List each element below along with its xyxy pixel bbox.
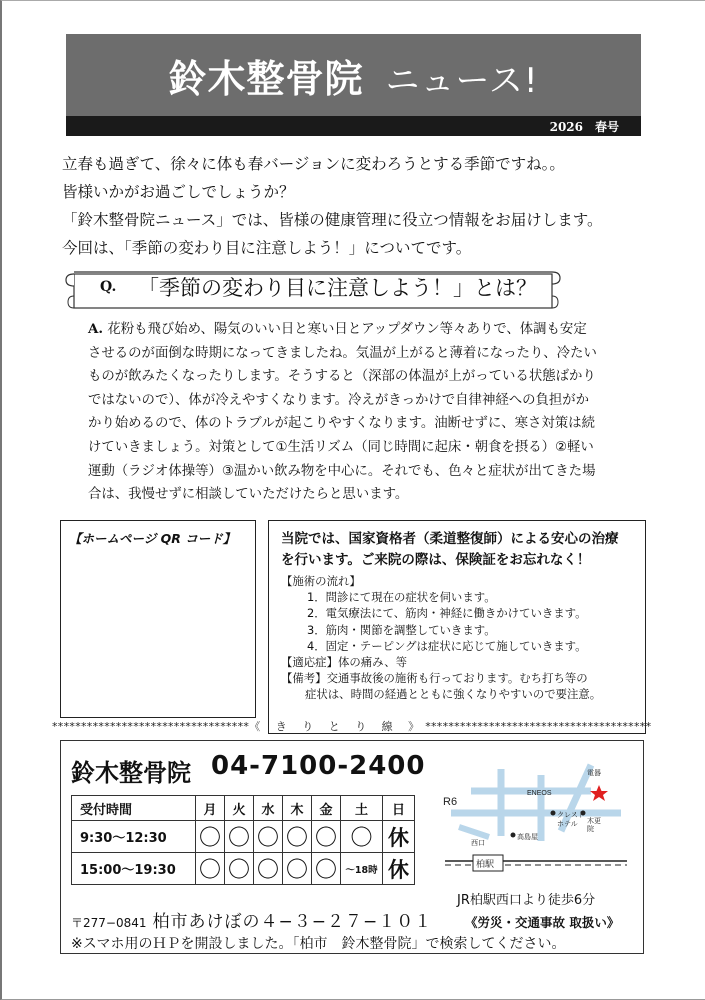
day-tue: 火 <box>225 796 254 821</box>
open-mark: 〇 <box>312 853 341 885</box>
newsletter-title <box>66 48 641 103</box>
answer-line: 運動（ラジオ体操等）③温かい飲み物を中心に。それでも、色々と症状が出てきた場 <box>88 463 596 479</box>
answer-line-text: 花粉も飛び始め、陽気のいい日と寒い日とアップダウン等々ありで、体調も安定 <box>107 322 587 337</box>
treatment-info-box <box>268 520 646 734</box>
answer-line <box>88 318 648 342</box>
news-subtitle: ニュース! <box>385 61 539 101</box>
open-mark: 〇 <box>254 821 283 853</box>
issue-bar <box>66 116 641 136</box>
closed-mark: 休 <box>383 853 415 885</box>
clinic-name-title: 鈴木整骨院 <box>168 57 364 101</box>
answer-line: ではないので）、体が冷えやすくなります。冷えがきっかけで自律神経への負担がか <box>88 392 590 408</box>
day-fri: 金 <box>312 796 341 821</box>
clinic-card <box>60 740 644 954</box>
map-drawing <box>441 761 631 885</box>
saturday-hours: ～18時 <box>341 853 383 885</box>
answer-line: 合は、我慢せずに相談していただけたらと思います。 <box>88 487 409 503</box>
cut-line-stars: ********************************** <box>52 720 250 733</box>
qr-code-label: 【ホームページ QR コード】 <box>69 531 236 546</box>
hours-header-row <box>72 796 415 821</box>
remarks-line: 症状は、時間の経過とともに強くなりやすいので要注意。 <box>305 687 602 702</box>
newsletter-banner <box>66 34 641 116</box>
open-mark: 〇 <box>283 853 312 885</box>
cut-line <box>52 718 652 734</box>
question-scroll <box>64 266 562 312</box>
day-wed: 水 <box>254 796 283 821</box>
open-mark: 〇 <box>196 853 225 885</box>
open-mark: 〇 <box>341 821 383 853</box>
answer-label: A. <box>88 321 104 337</box>
map-label-hotel: ホテル <box>557 821 578 828</box>
info-lead <box>281 529 619 571</box>
day-sun: 日 <box>383 796 415 821</box>
closed-mark: 休 <box>383 821 415 853</box>
hours-row-morning <box>72 821 415 853</box>
intro-line: 「鈴木整骨院ニュース」では、皆様の健康管理に役立つ情報をお届けします。 <box>62 211 603 229</box>
answer-line: させるのが面倒な時期になってきましたね。気温が上がると薄着になったり、冷たい <box>88 345 597 361</box>
answer-text <box>88 318 648 507</box>
intro-line: 皆様いかがお過ごしでしょうか？ <box>62 183 295 201</box>
info-lead-line: 当院では、国家資格者（柔道整復師）による安心の治療 <box>281 531 619 547</box>
treatment-step: 4．固定・テーピングは症状に応じて施していきます。 <box>307 638 587 653</box>
map-label-r6: R6 <box>443 796 458 808</box>
intro-line: 今回は、「季節の変わり目に注意しよう！」についてです。 <box>62 239 472 257</box>
map-label-denki: 電器 <box>587 770 601 777</box>
info-lead-line: を行います。ご来院の際は、保険証をお忘れなく！ <box>281 552 591 568</box>
treatment-details <box>281 573 601 703</box>
card-clinic-name: 鈴木整骨院 <box>71 759 191 787</box>
open-mark: 〇 <box>283 821 312 853</box>
remarks-line: 【備考】交通事故後の施術も行っております。むち打ち等の <box>281 671 588 686</box>
day-mon: 月 <box>196 796 225 821</box>
map-caption: JR柏駅西口より徒歩6分 <box>457 893 596 908</box>
map-label-kisarazu: 木更 <box>587 818 601 825</box>
flow-heading: 【施術の流れ】 <box>281 574 361 588</box>
question-title: 「季節の変わり目に注意しよう！」とは？ <box>138 276 537 300</box>
time-slot: 9:30～12:30 <box>72 821 196 853</box>
open-mark: 〇 <box>196 821 225 853</box>
hours-header-label: 受付時間 <box>72 796 196 821</box>
cut-line-stars: *************************************** <box>425 720 652 733</box>
map-label-nishiguchi: 西口 <box>471 840 485 847</box>
map-label-station: 柏駅 <box>476 859 495 869</box>
qr-code-box <box>60 520 256 718</box>
treatment-step: 2．電気療法にて、筋肉・神経に働きかけていきます。 <box>307 606 587 621</box>
access-map <box>441 761 631 885</box>
intro-line: 立春も過ぎて、徐々に体も春バージョンに変わろうとする季節ですね。。 <box>62 155 565 173</box>
answer-line: かり始めるので、体のトラブルが起こりやすくなります。油断せずに、寒さ対策は続 <box>88 416 595 432</box>
treatment-step: 1．問診にて現在の症状を伺います。 <box>307 590 496 605</box>
issue-label: 2026 春号 <box>549 120 619 134</box>
time-slot: 15:00～19:30 <box>72 853 196 885</box>
phone-number[interactable]: 04-7100-2400 <box>211 751 426 781</box>
cut-line-label: 《 き り と り 線 》 <box>249 720 426 733</box>
day-sat: 土 <box>341 796 383 821</box>
open-mark: 〇 <box>225 853 254 885</box>
intro-text <box>62 150 672 262</box>
website-note: ※スマホ用のＨＰを開設しました。「柏市 鈴木整骨院」で検索してください。 <box>71 936 566 952</box>
question-label: Q. <box>100 279 117 295</box>
hours-row-afternoon <box>72 853 415 885</box>
open-mark: 〇 <box>312 821 341 853</box>
day-thu: 木 <box>283 796 312 821</box>
map-label-crest: クレスト <box>557 812 585 819</box>
indication-line: 【適応症】体の痛み、等 <box>281 655 407 670</box>
answer-line: けていきましょう。対策として①生活リズム（同じ時間に起床・朝食を摂る）②軽い <box>88 439 594 455</box>
map-label-takashimaya: 高島屋 <box>517 834 538 841</box>
open-mark: 〇 <box>254 853 283 885</box>
hours-table <box>71 795 415 885</box>
service-tags: 《労災・交通事故 取扱い》 <box>465 915 620 930</box>
open-mark: 〇 <box>225 821 254 853</box>
map-label-eneos: ENEOS <box>527 790 552 797</box>
treatment-step: 3．筋肉・関節を調整していきます。 <box>307 622 496 637</box>
address-line <box>71 907 432 932</box>
street-address: 柏市あけぼの４−３−２７−１０１ <box>152 912 433 932</box>
answer-line: ものが飲みたくなったりします。そうすると（深部の体温が上がっている状態ばかり <box>88 369 596 385</box>
zip-code: 〒277−0841 <box>71 916 147 930</box>
map-label-school: 院 <box>587 826 594 833</box>
